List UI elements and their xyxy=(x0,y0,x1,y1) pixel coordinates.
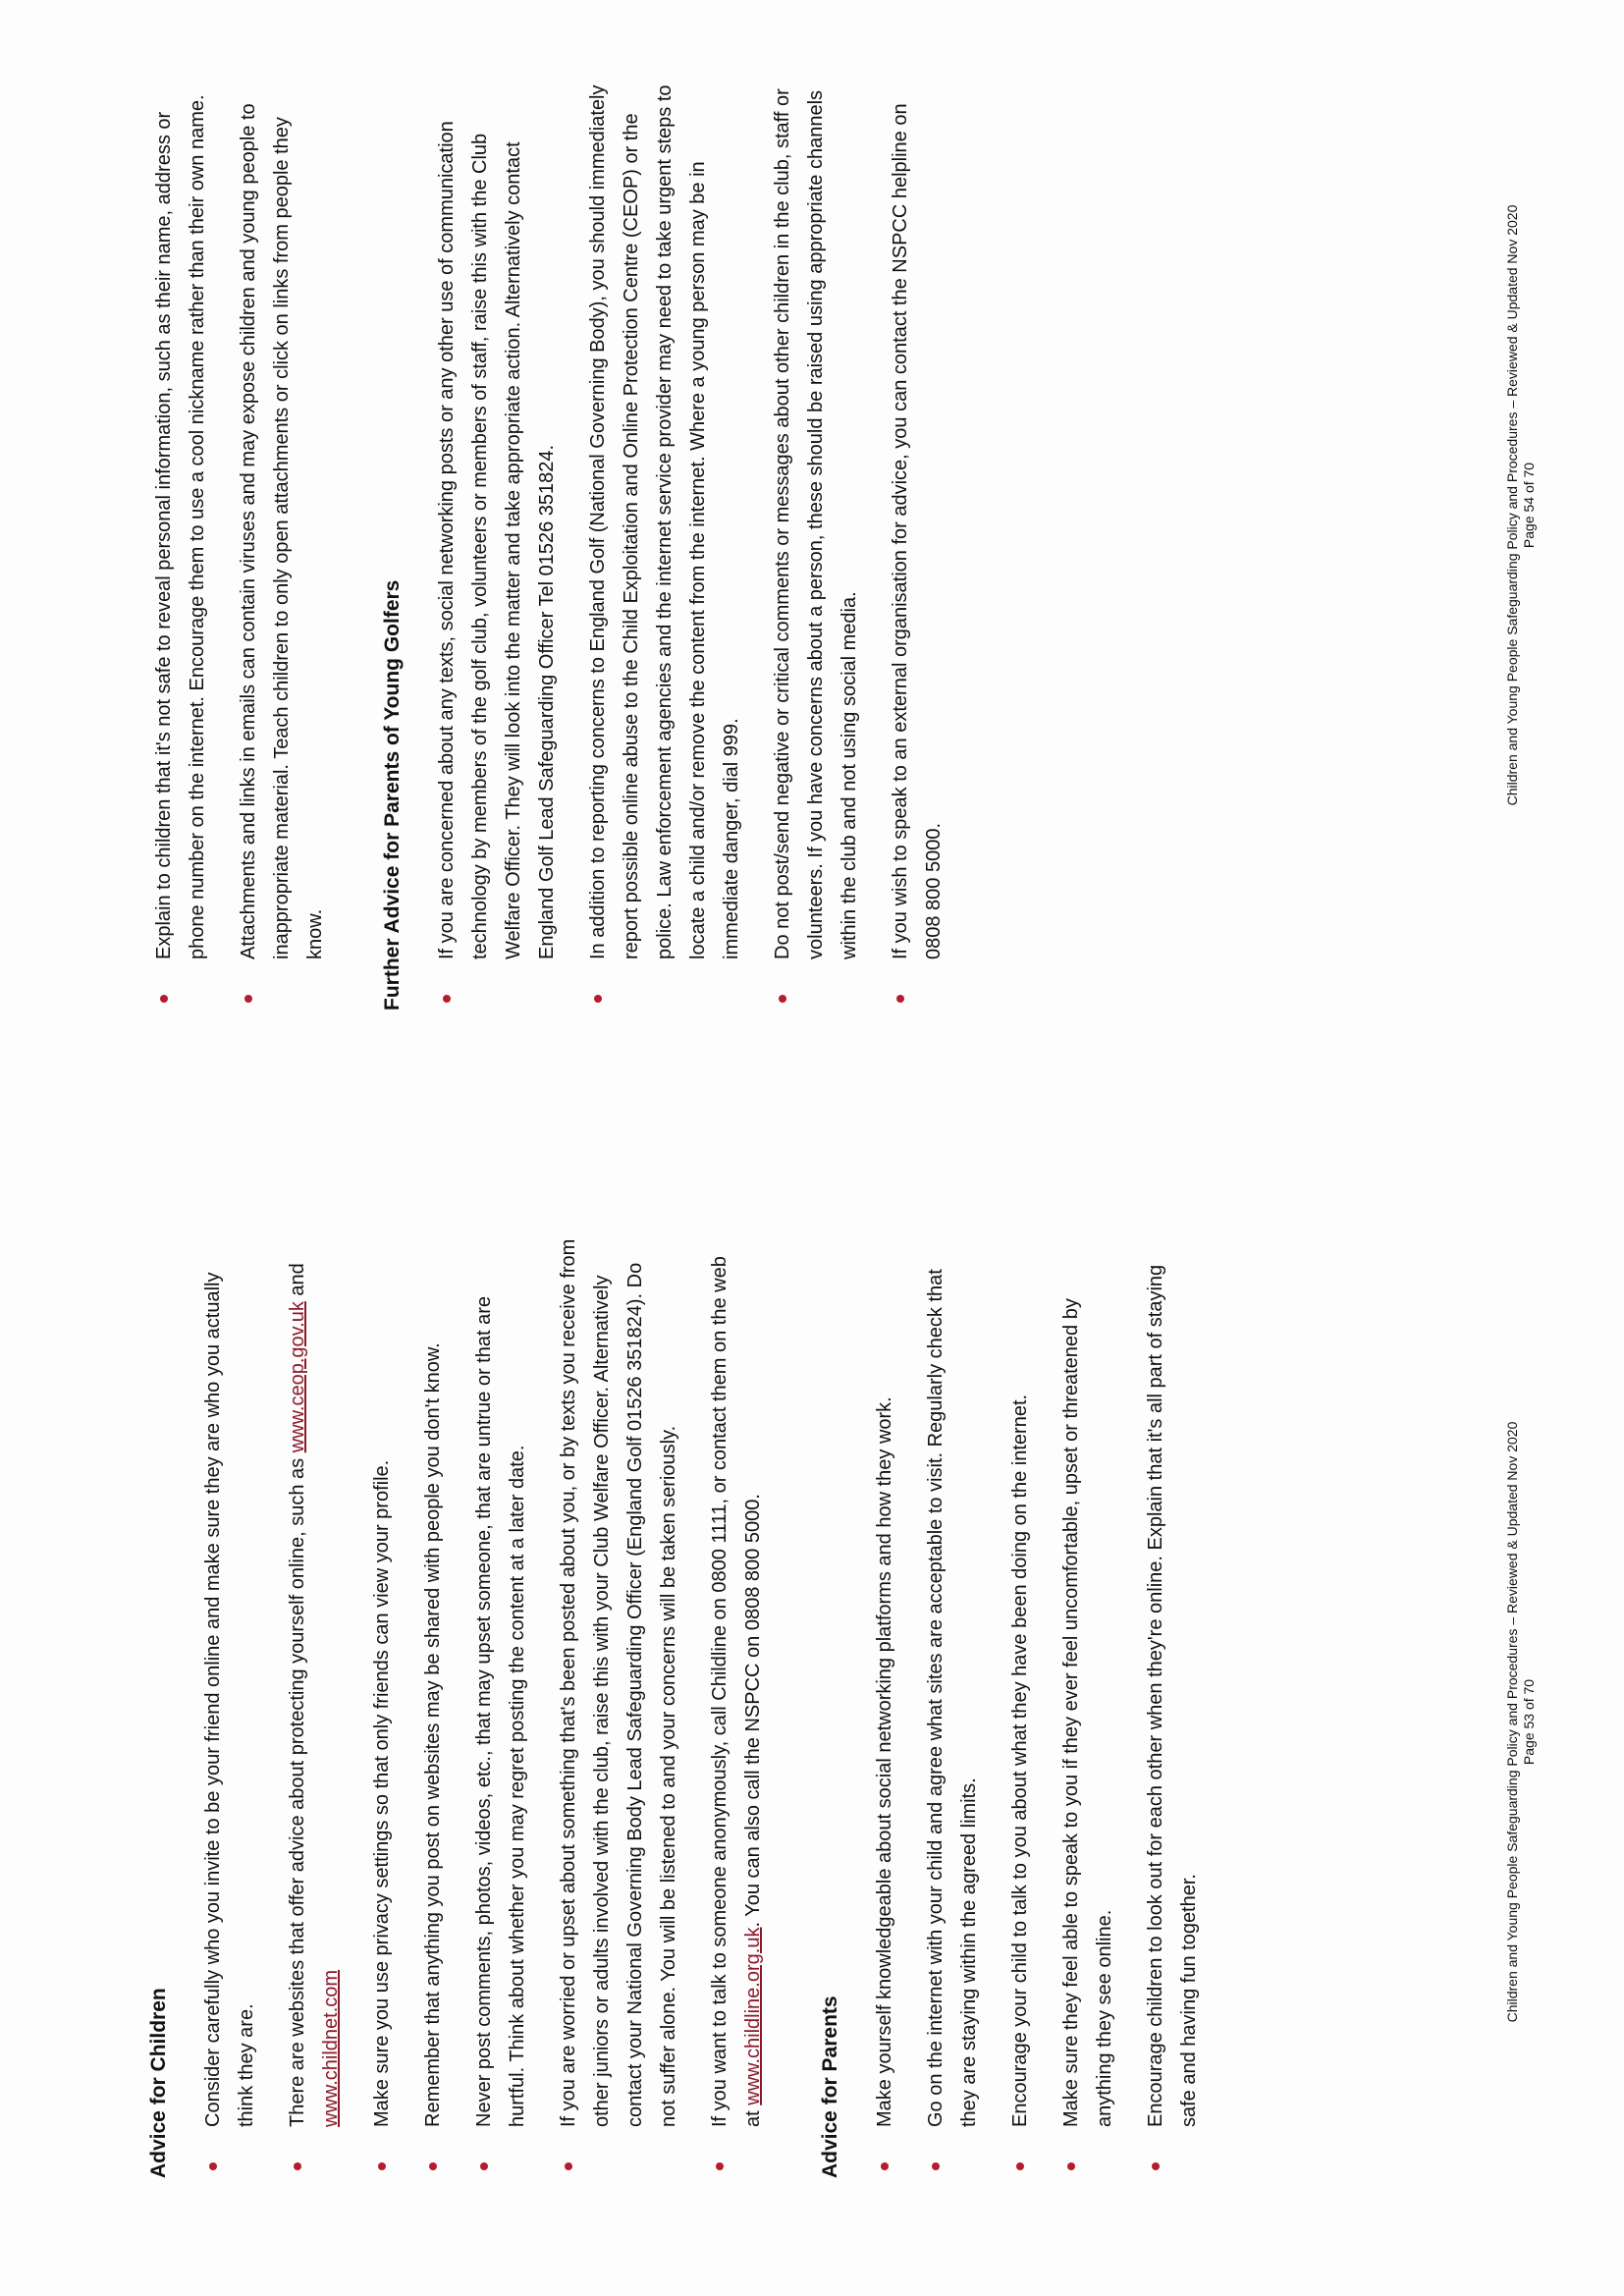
list-item: If you want to talk to someone anonymously, call Childline on 0800 1111, or contact them on the web at www.childline.org.uk. You can also call the NSPCC on 0808 800 5000. xyxy=(703,1235,770,2178)
advice-for-parents-heading: Advice for Parents xyxy=(819,1995,841,2178)
list-item: If you are concerned about any texts, social networking posts or any other use of communication technology by members of the golf club, volunteers or members of staff, raise this with the Club Welfare Officer. They will look into the matter and take appropriate action. Alternatively contact England Golf Lead Safeguarding Officer Tel 01526 351824. xyxy=(430,68,564,1011)
list-item: In addition to reporting concerns to England Golf (National Governing Body), you should immediately report possible online abuse to the Child Exploitation and Online Protection Centre (CEOP) or the police. Law enforcement agencies and the internet service provider may need to take urgent steps to locate a child and/or remove the content from the internet. Where a young person may be in immediate danger, dial 999. xyxy=(581,68,748,1011)
further-advice-section xyxy=(381,68,950,1011)
advice-for-children-list xyxy=(196,1235,770,2178)
bullet-icon xyxy=(1152,2162,1160,2170)
advice-for-children-section xyxy=(147,1235,770,2178)
list-item: Explain to children that it's not safe to reveal personal information, such as their name, address or phone number on the internet. Encourage them to use a cool nickname rather than their own name. xyxy=(147,68,214,1011)
bullet-icon xyxy=(1016,2162,1024,2170)
bullet-icon xyxy=(244,995,252,1003)
list-item: There are websites that offer advice about protecting yourself online, such as www.ceop.gov.uk and www.childnet.com xyxy=(281,1235,348,2178)
bullet-icon xyxy=(896,995,904,1003)
bullet-icon xyxy=(779,995,786,1003)
list-item: Go on the internet with your child and agree what sites are acceptable to visit. Regularly check that they are staying within the agreed limits. xyxy=(919,1235,986,2178)
bullet-icon xyxy=(378,2162,386,2170)
bullet-icon xyxy=(565,2162,572,2170)
advice-for-parents-section xyxy=(819,1235,1206,2178)
advice-for-children-heading: Advice for Children xyxy=(147,1988,170,2178)
list-item: Never post comments, photos, videos, etc., that may upset someone, that are untrue or that are hurtful. Think about whether you may regret posting the content at a later date. xyxy=(467,1235,534,2178)
list-item: Make sure they feel able to speak to you if they ever feel uncomfortable, upset or threatened by anything they see online. xyxy=(1055,1235,1121,2178)
bullet-icon xyxy=(209,2162,217,2170)
list-item: Encourage children to look out for each other when they're online. Explain that it's all part of staying safe and having fun together. xyxy=(1139,1235,1206,2178)
footer-title: Children and Young People Safeguarding Policy and Procedures – Reviewed & Updated Nov 2020 xyxy=(1504,204,1520,806)
bullet-icon xyxy=(443,995,451,1003)
childnet-link[interactable]: www.childnet.com xyxy=(320,1969,342,2127)
bullet-icon xyxy=(480,2162,488,2170)
page-54-content xyxy=(147,68,968,1011)
list-item: Do not post/send negative or critical comments or messages about other children in the club, staff or volunteers. If you have concerns about a person, these should be raised using appropriate channels within the club and not using social media. xyxy=(766,68,866,1011)
advice-for-parents-list xyxy=(868,1235,1206,2178)
list-item: Attachments and links in emails can contain viruses and may expose children and young people to inappropriate material. Teach children to only open attachments or click on links from people they know. xyxy=(232,68,332,1011)
list-item: If you wish to speak to an external organisation for advice, you can contact the NSPCC helpline on 0808 800 5000. xyxy=(884,68,950,1011)
page-54-footer xyxy=(1504,0,1538,1079)
bullet-icon xyxy=(932,2162,940,2170)
further-advice-heading: Further Advice for Parents of Young Golfers xyxy=(381,579,404,1011)
page-number: Page 53 of 70 xyxy=(1521,1678,1537,1766)
list-item: Remember that anything you post on websites may be shared with people you don't know. xyxy=(416,1235,450,2178)
page-53 xyxy=(0,1148,1624,2296)
bullet-icon xyxy=(160,995,168,1003)
bullet-icon xyxy=(1067,2162,1075,2170)
list-item: If you are worried or upset about something that's been posted about you, or by texts you receive from other juniors or adults involved with the club, raise this with your Club Welfare Officer. Alternatively contact your National Governing Body Lead Safeguarding Officer (England Golf 01526 351824). Do not suffer alone. You will be listened to and your concerns will be taken seriously. xyxy=(552,1235,685,2178)
advice-continued-section xyxy=(147,68,332,1011)
page-53-content xyxy=(147,1235,1223,2178)
list-item: Encourage your child to talk to you about what they have been doing on the internet. xyxy=(1003,1235,1037,2178)
page-53-footer xyxy=(1504,1148,1538,2296)
list-item: Make sure you use privacy settings so that only friends can view your profile. xyxy=(365,1235,399,2178)
further-advice-list xyxy=(430,68,950,1011)
page-number: Page 54 of 70 xyxy=(1521,462,1537,549)
list-item: Consider carefully who you invite to be your friend online and make sure they are who you actually think they are. xyxy=(196,1235,263,2178)
bullet-icon xyxy=(429,2162,437,2170)
list-item: Make yourself knowledgeable about social networking platforms and how they work. xyxy=(868,1235,901,2178)
childline-link[interactable]: www.childline.org.uk xyxy=(742,1927,764,2105)
bullet-icon xyxy=(881,2162,889,2170)
bullet-icon xyxy=(716,2162,724,2170)
bullet-icon xyxy=(594,995,602,1003)
advice-continued-list xyxy=(147,68,332,1011)
bullet-icon xyxy=(294,2162,301,2170)
footer-title: Children and Young People Safeguarding Policy and Procedures – Reviewed & Updated Nov 2020 xyxy=(1504,1421,1520,2023)
ceop-link[interactable]: www.ceop.gov.uk xyxy=(287,1301,308,1453)
